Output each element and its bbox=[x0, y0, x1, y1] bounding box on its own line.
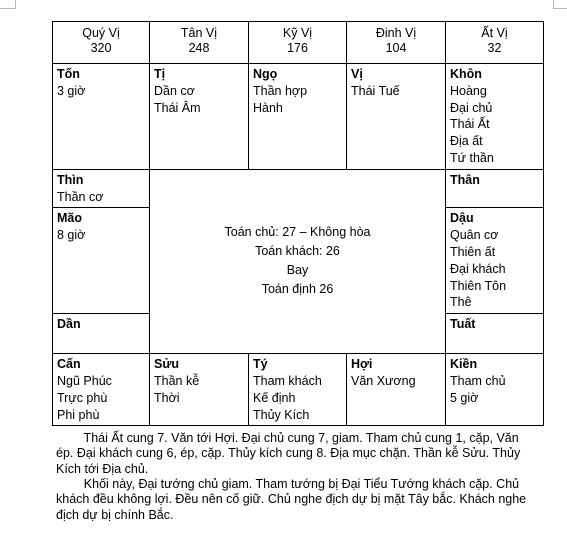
paragraph-line: Kích tới Địa chủ. bbox=[56, 461, 149, 476]
paragraph-line: Thái Ất cung 7. Văn tới Hợi. Đại chủ cung 7, giam. Tham chủ cung 1, cặp, Văn bbox=[56, 431, 519, 445]
palace-line: Đại khách bbox=[450, 261, 506, 276]
palace-title: Khôn bbox=[450, 67, 482, 81]
palace-title: Tuất bbox=[450, 317, 476, 332]
palace-line: 5 giờ bbox=[450, 390, 479, 405]
palace-title: Tý bbox=[253, 357, 268, 372]
commentary-paragraph-2 bbox=[56, 477, 532, 523]
palace-cell-dan bbox=[53, 314, 150, 354]
palace-line: Thần hợp bbox=[253, 83, 308, 98]
header-value: 248 bbox=[188, 41, 210, 55]
palace-title: Thìn bbox=[57, 172, 84, 187]
bay-line: Bay bbox=[286, 263, 309, 278]
palace-cell-suu bbox=[150, 354, 249, 426]
palace-title: Thân bbox=[450, 172, 480, 187]
palace-title: Tốn bbox=[57, 67, 80, 81]
toan-dinh-line: Toán định 26 bbox=[261, 282, 334, 297]
palace-line: Thê bbox=[450, 295, 472, 310]
palace-line: 8 giờ bbox=[57, 228, 86, 243]
palace-line: Thần kễ bbox=[154, 373, 200, 388]
palace-cell-dau bbox=[446, 208, 544, 314]
header-name: Tân Vị bbox=[180, 26, 218, 40]
corner-mark-v-right bbox=[553, 0, 554, 9]
header-value: 32 bbox=[487, 41, 502, 55]
palace-line: Thái Âm bbox=[154, 100, 201, 115]
palace-line: Trực phù bbox=[57, 390, 108, 405]
toan-chu-line: Toán chủ: 27 – Không hòa bbox=[224, 225, 371, 240]
palace-line: Đại chủ bbox=[450, 100, 493, 115]
palace-line: Thời bbox=[154, 390, 180, 405]
palace-line: Thiên Tôn bbox=[450, 278, 507, 293]
palace-line: Thần cơ bbox=[57, 189, 104, 204]
header-row bbox=[53, 22, 544, 64]
palace-line: Hành bbox=[253, 100, 283, 115]
paragraph-line: ép. Đại khách cung 6, ép, cặp. Thủy kích cung 8. Địa mục chặn. Thần kễ Sửu. Thủy bbox=[56, 446, 521, 461]
palace-title: Mão bbox=[57, 211, 82, 226]
palace-cell-than bbox=[446, 169, 544, 208]
palace-line: Ngũ Phúc bbox=[57, 373, 112, 388]
palace-line: Thái Ất bbox=[450, 117, 490, 132]
palace-line: Địa ất bbox=[450, 134, 483, 149]
palace-title: Ngọ bbox=[253, 67, 278, 81]
palace-line: Kế định bbox=[253, 390, 296, 405]
palace-cell-ty bbox=[249, 354, 347, 426]
palace-line: Tứ thần bbox=[450, 150, 494, 165]
palace-line: Thiên ất bbox=[450, 244, 496, 259]
palace-cell-mao bbox=[53, 208, 150, 314]
palace-row-bottom bbox=[53, 354, 544, 426]
paragraph-line: địch dự bị chính Bắc. bbox=[56, 507, 174, 522]
header-name: Ất Vị bbox=[481, 26, 508, 40]
palace-cell-tuat bbox=[446, 314, 544, 354]
palace-cell-ton bbox=[53, 64, 150, 170]
header-name: Đinh Vị bbox=[375, 26, 417, 40]
toan-khach-line: Toán khách: 26 bbox=[255, 244, 340, 259]
paragraph-line: Khối này, Đại tướng chủ giam. Tham tướng bị Đại Tiểu Tướng khách cặp. Chủ bbox=[56, 477, 520, 491]
header-name: Kỹ Vị bbox=[282, 26, 313, 40]
palace-cell-can bbox=[53, 354, 150, 426]
header-cell bbox=[53, 22, 150, 64]
header-value: 320 bbox=[90, 41, 112, 55]
palace-cell-khon bbox=[446, 64, 544, 170]
palace-title: Dậu bbox=[450, 211, 474, 226]
palace-cell-ti bbox=[150, 64, 249, 170]
palace-title: Dần bbox=[57, 317, 81, 332]
header-name: Quý Vị bbox=[82, 26, 120, 40]
palace-line: Quân cơ bbox=[450, 228, 499, 243]
center-summary bbox=[150, 169, 446, 353]
palace-line: 3 giờ bbox=[57, 83, 86, 98]
palace-cell-hoi bbox=[347, 354, 446, 426]
header-value: 176 bbox=[287, 41, 308, 55]
palace-cell-kien bbox=[446, 354, 544, 426]
palace-title: Vị bbox=[351, 67, 363, 81]
palace-line: Tham chủ bbox=[450, 373, 506, 388]
palace-title: Cấn bbox=[57, 357, 81, 372]
corner-mark-h-left bbox=[0, 8, 15, 9]
palace-title: Kiền bbox=[450, 357, 478, 372]
palace-line: Phi phù bbox=[57, 407, 100, 422]
palace-cell-thin bbox=[53, 169, 150, 208]
paragraph-line: khách đều không lợi. Đều nên cố giữ. Chủ nghe địch dự bị mặt Tây bắc. Khách nghe bbox=[56, 492, 527, 507]
palace-title: Hợi bbox=[351, 357, 373, 372]
palace-line: Tham khách bbox=[253, 373, 322, 388]
palace-row-top bbox=[53, 64, 544, 170]
palace-row-thin bbox=[53, 169, 544, 208]
palace-title: Sửu bbox=[154, 357, 180, 372]
header-value: 104 bbox=[385, 41, 407, 55]
palace-line: Hoàng bbox=[450, 83, 487, 98]
thai-at-chart-table bbox=[52, 21, 544, 426]
palace-cell-vi bbox=[347, 64, 446, 170]
palace-line: Văn Xương bbox=[351, 373, 416, 388]
header-cell bbox=[249, 22, 347, 64]
palace-line: Thái Tuế bbox=[351, 83, 400, 98]
header-cell bbox=[150, 22, 249, 64]
corner-mark-v-left bbox=[15, 0, 16, 9]
palace-line: Dần cơ bbox=[154, 83, 195, 98]
palace-cell-ngo bbox=[249, 64, 347, 170]
header-cell bbox=[347, 22, 446, 64]
corner-mark-h-right bbox=[553, 8, 567, 9]
palace-line: Thủy Kích bbox=[253, 407, 310, 422]
header-cell bbox=[446, 22, 544, 64]
palace-title: Tị bbox=[154, 67, 166, 81]
commentary-paragraph-1 bbox=[56, 431, 532, 477]
